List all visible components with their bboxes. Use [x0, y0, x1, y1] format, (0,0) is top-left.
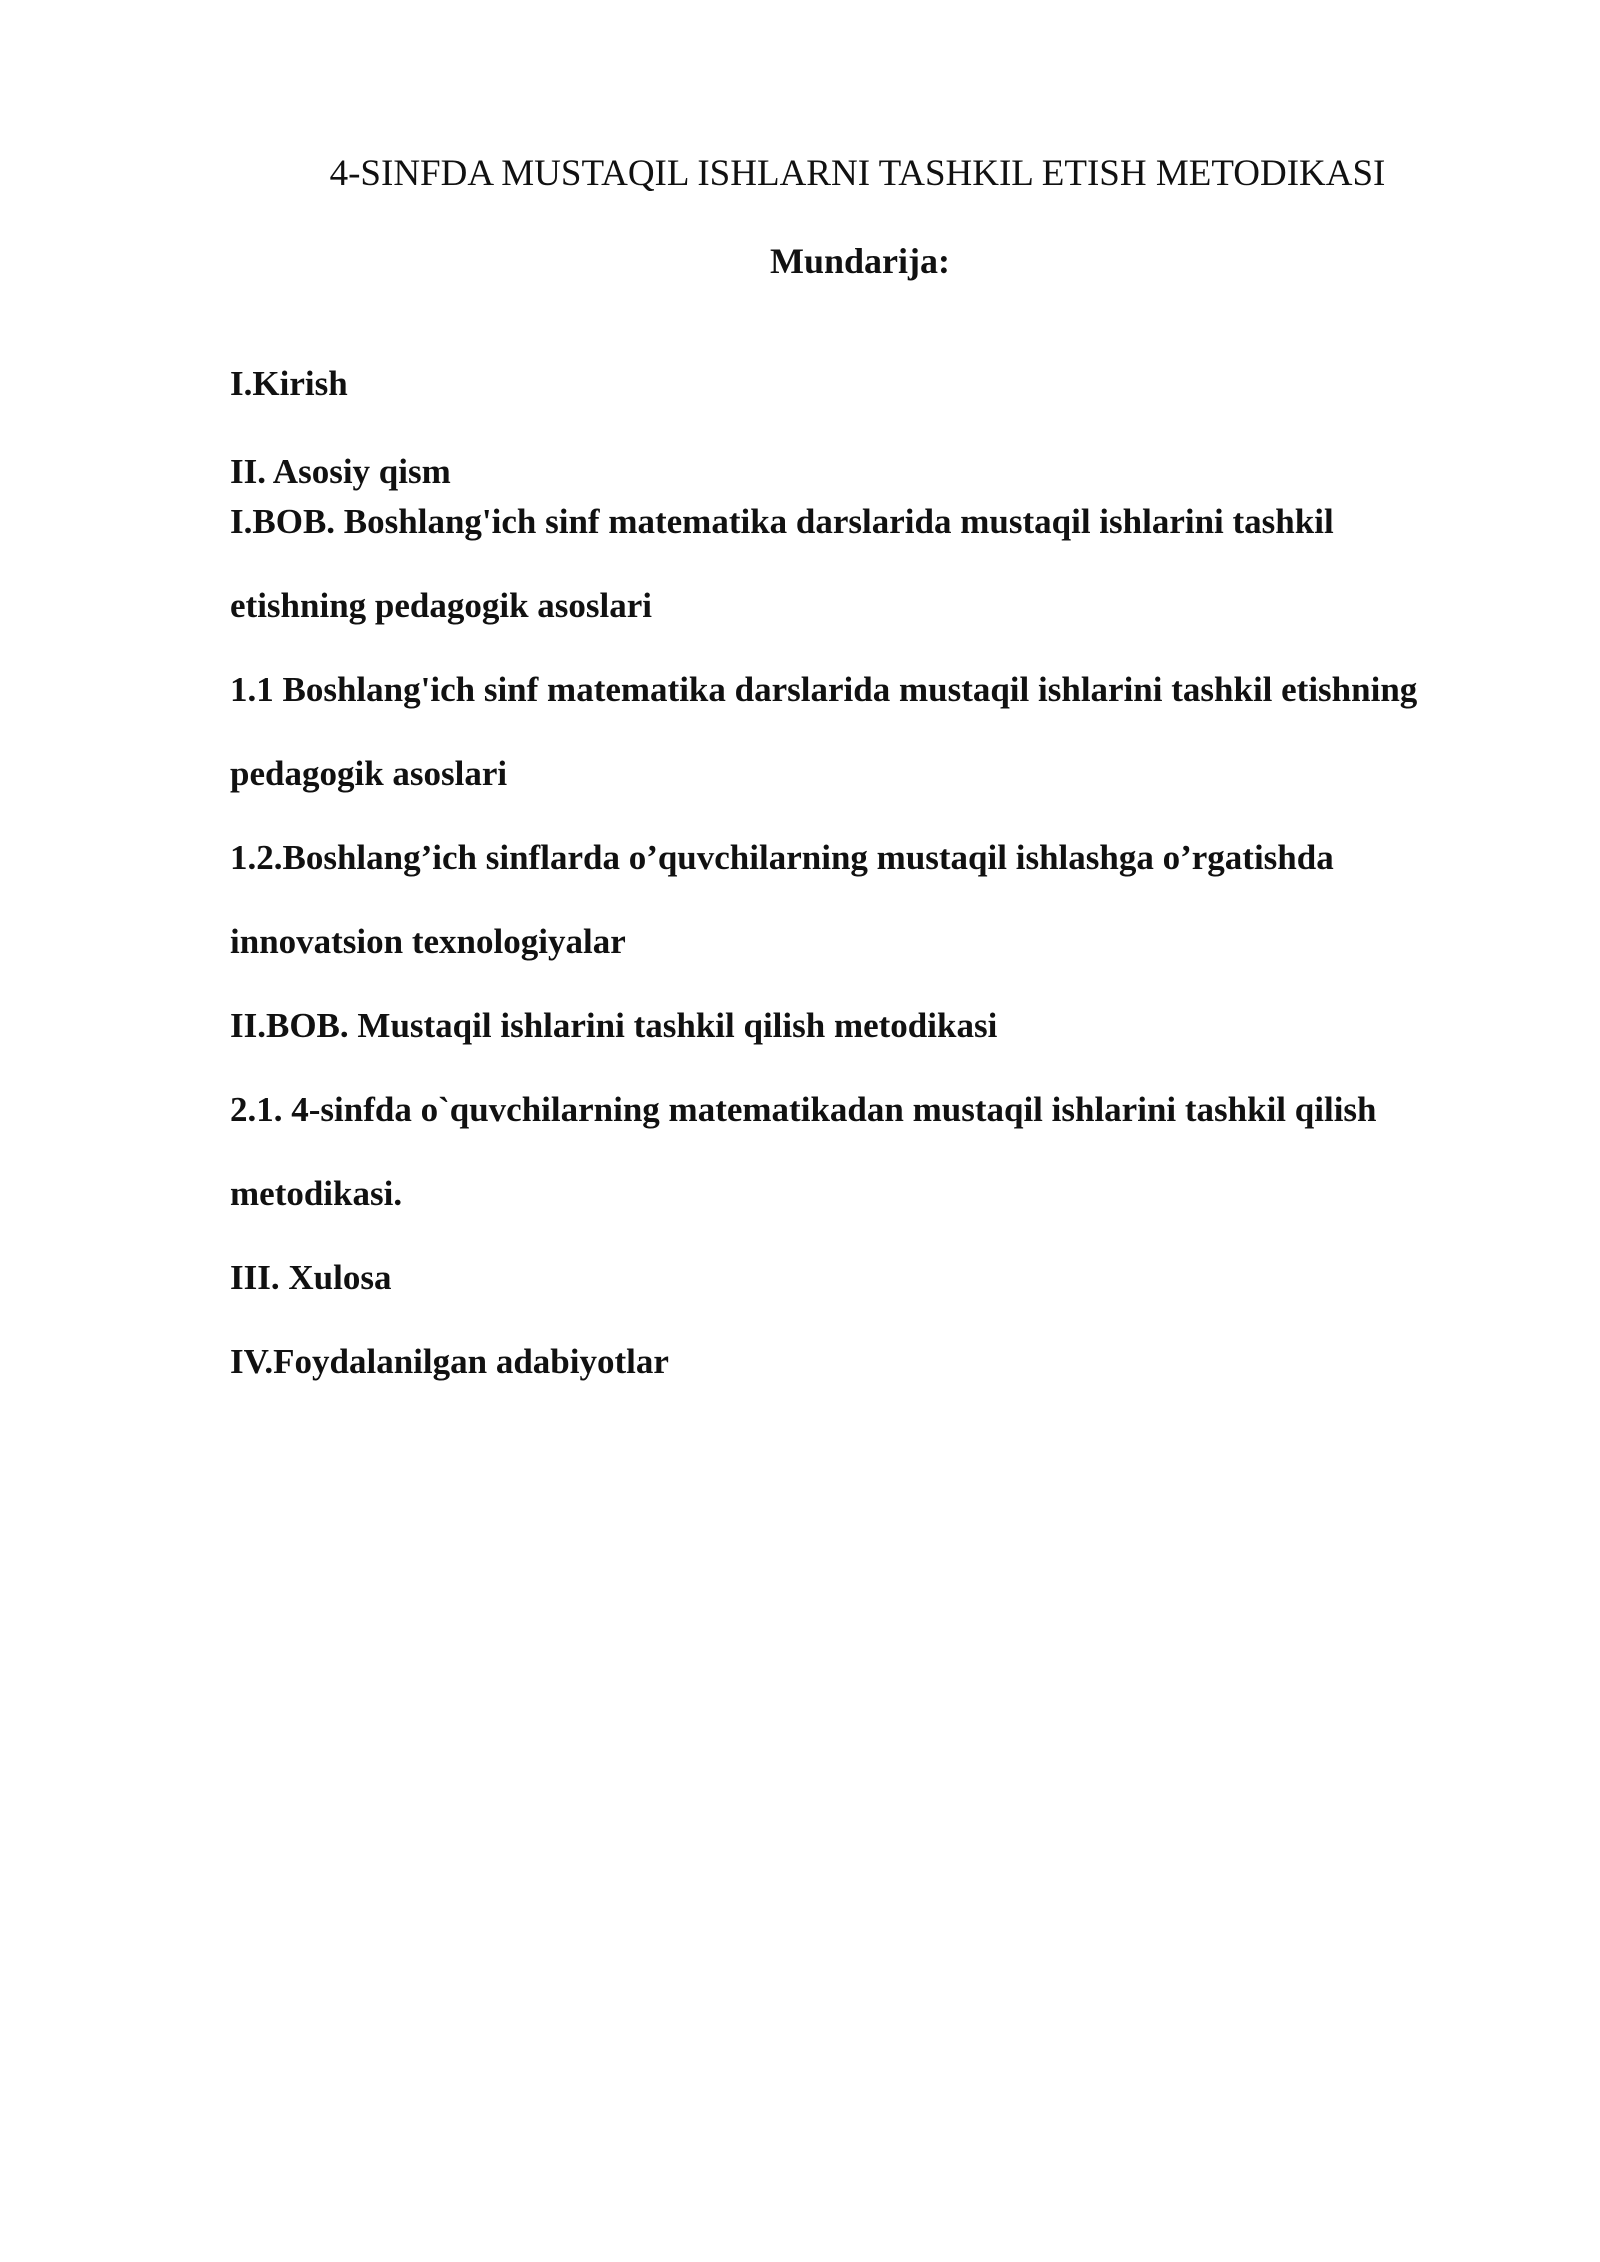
toc-entry-section-2-1-line-1: 2.1. 4-sinfda o`quvchilarning matematikadan mustaqil ishlarini tashkil qilish	[230, 1090, 1377, 1129]
document-title-text: 4-SINFDA MUSTAQIL ISHLARNI TASHKIL ETISH METODIKASI	[329, 153, 1386, 194]
toc-entry-chapter-2: II.BOB. Mustaqil ishlarini tashkil qilish metodikasi	[230, 1006, 998, 1045]
toc-entry-section-1-2-line-2: innovatsion texnologiyalar	[230, 922, 626, 961]
toc-entry-introduction: I.Kirish	[230, 364, 348, 403]
toc-entry-chapter-1-line-2: etishning pedagogik asoslari	[230, 586, 653, 625]
toc-entry-chapter-1-line-1: I.BOB. Boshlang'ich sinf matematika darslarida mustaqil ishlarini tashkil	[230, 502, 1334, 541]
toc-entry-section-2-1-line-2: metodikasi.	[230, 1174, 403, 1213]
toc-entry-section-1-1-line-2: pedagogik asoslari	[230, 754, 508, 793]
toc-entry-main-part: II. Asosiy qism	[230, 452, 451, 491]
document-title	[0, 152, 1600, 195]
toc-entry-conclusion: III. Xulosa	[230, 1258, 392, 1297]
toc-heading-text: Mundarija:	[770, 241, 950, 281]
toc-entry-section-1-1-line-1: 1.1 Boshlang'ich sinf matematika darslarida mustaqil ishlarini tashkil etishning	[230, 670, 1418, 709]
toc-entry-references: IV.Foydalanilgan adabiyotlar	[230, 1342, 669, 1381]
toc-entry-section-1-2-line-1: 1.2.Boshlang’ich sinflarda o’quvchilarning mustaqil ishlashga o’rgatishda	[230, 838, 1334, 877]
toc-heading	[0, 240, 1600, 282]
